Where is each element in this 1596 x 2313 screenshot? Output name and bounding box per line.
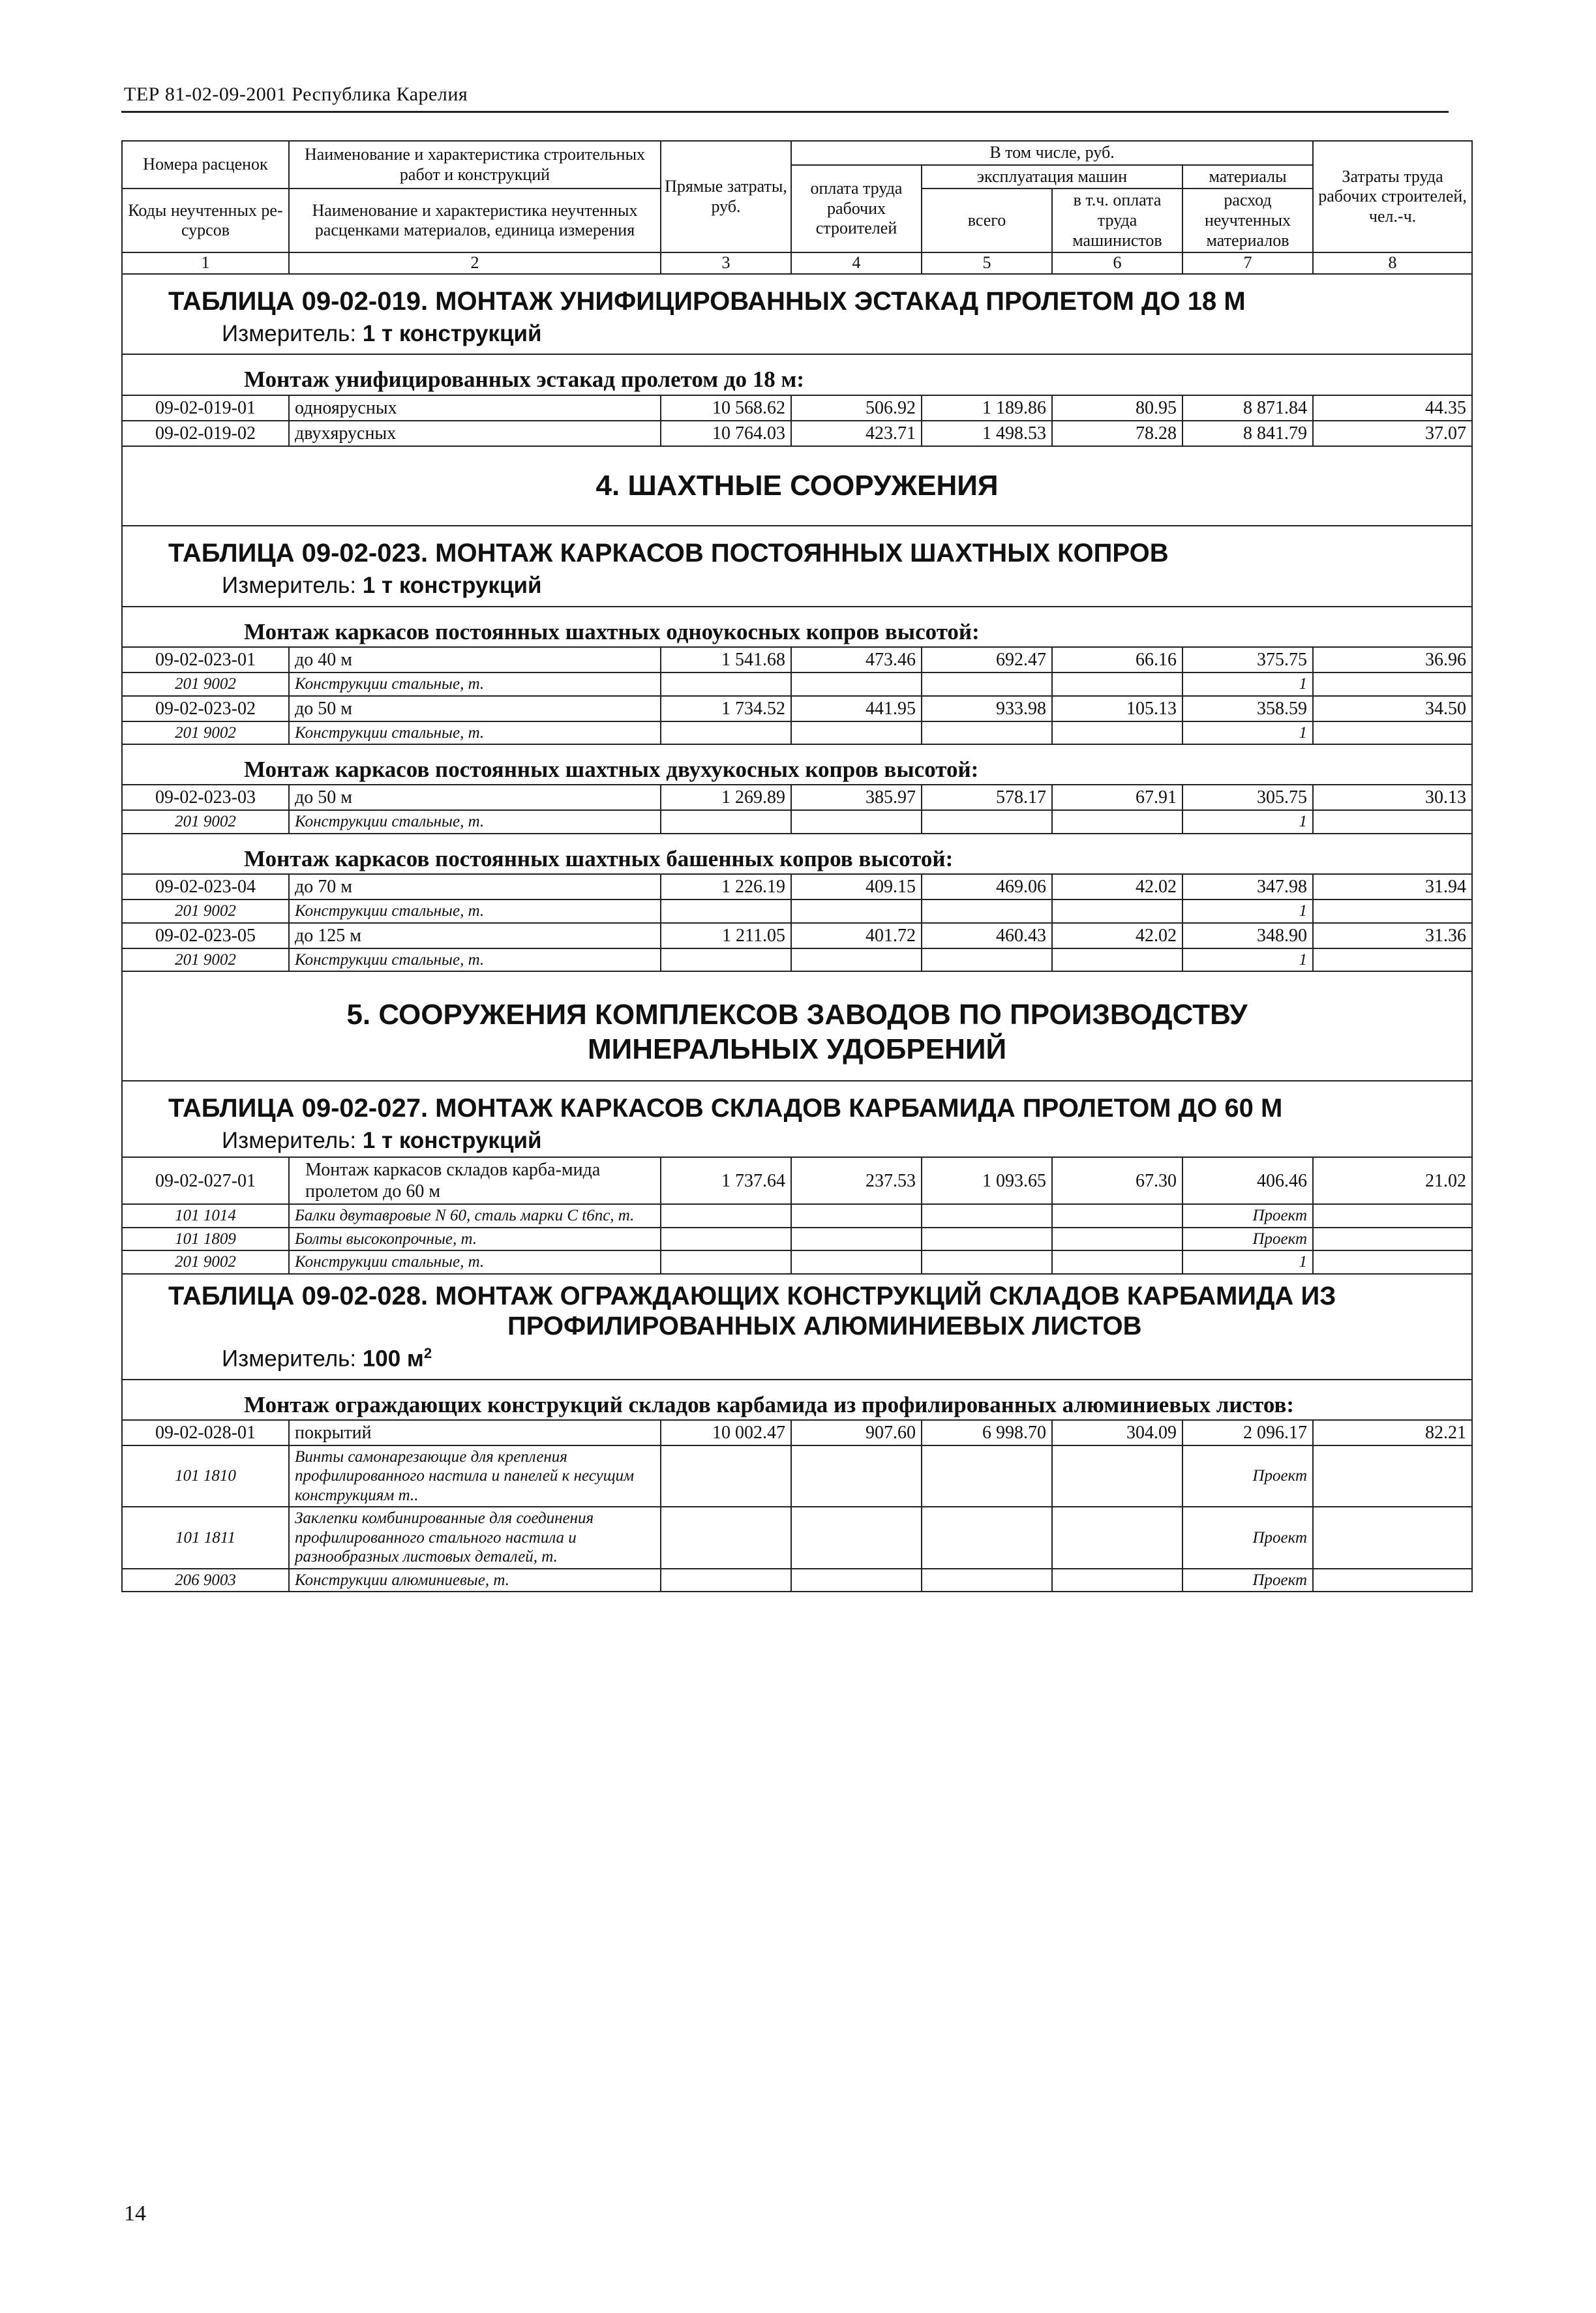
resource-code: 201 9002	[122, 810, 289, 834]
measure-value: 1 т конструкций	[362, 1127, 542, 1153]
direct-cost: 10 764.03	[661, 421, 791, 446]
col-number: 4	[791, 252, 922, 274]
table-row	[122, 647, 1472, 673]
col-labor-cost: Затраты труда рабочих строителей, чел.-ч.	[1313, 141, 1472, 252]
resource-row	[122, 1507, 1472, 1569]
table-row	[122, 696, 1472, 721]
col-materials: материалы	[1182, 165, 1313, 189]
resource-code: 201 9002	[122, 900, 289, 923]
resource-row	[122, 673, 1472, 696]
group-row	[122, 354, 1472, 395]
machines-pay: 42.02	[1052, 874, 1182, 900]
resource-name: Конструкции стальные, т.	[289, 900, 661, 923]
column-numbers-row	[122, 252, 1472, 274]
resource-row	[122, 1569, 1472, 1592]
labor-hours: 44.35	[1313, 395, 1472, 421]
table-title: ТАБЛИЦА 09-02-023. МОНТАЖ КАРКАСОВ ПОСТОЯННЫХ ШАХТНЫХ КОПРОВ	[122, 526, 1472, 571]
col-number: 6	[1052, 252, 1182, 274]
labor-hours: 31.94	[1313, 874, 1472, 900]
resource-row	[122, 1250, 1472, 1274]
measure-value: 1 т конструкций	[362, 321, 542, 347]
machines-total: 469.06	[922, 874, 1052, 900]
work-name: покрытий	[289, 1420, 661, 1445]
col-name-top: Наименование и характеристика строительных работ и конструкций	[289, 141, 661, 189]
group-title: Монтаж унифицированных эстакад пролетом до 18 м:	[122, 354, 1472, 395]
labor-pay: 237.53	[791, 1157, 922, 1204]
resource-code: 201 9002	[122, 673, 289, 696]
table-title-027	[122, 1081, 1472, 1126]
col-machines-total: всего	[922, 189, 1052, 252]
work-name: до 50 м	[289, 785, 661, 810]
group-title: Монтаж ограждающих конструкций складов карбамида из профилированных алюминиевых листов:	[122, 1380, 1472, 1420]
rate-code: 09-02-023-05	[122, 923, 289, 948]
machines-total: 460.43	[922, 923, 1052, 948]
table-row	[122, 1157, 1472, 1204]
materials: 358.59	[1182, 696, 1313, 721]
resource-name: Винты самонарезающие для крепления профилированного настила и панелей к несущим конструкциям т..	[289, 1445, 661, 1507]
labor-hours: 36.96	[1313, 647, 1472, 673]
table-row	[122, 421, 1472, 446]
resource-name: Конструкции стальные, т.	[289, 673, 661, 696]
direct-cost: 10 002.47	[661, 1420, 791, 1445]
machines-total: 692.47	[922, 647, 1052, 673]
resource-value: 1	[1182, 673, 1313, 696]
table-row	[122, 785, 1472, 810]
work-name: до 50 м	[289, 696, 661, 721]
chapter-title-line: 5. СООРУЖЕНИЯ КОМПЛЕКСОВ ЗАВОДОВ ПО ПРОИЗВОДСТВУ	[346, 999, 1248, 1031]
col-number: 2	[289, 252, 661, 274]
col-code-top: Номера расценок	[122, 141, 289, 189]
col-number: 5	[922, 252, 1052, 274]
rate-code: 09-02-023-02	[122, 696, 289, 721]
table-title-028	[122, 1274, 1472, 1344]
resource-row	[122, 721, 1472, 745]
table-row	[122, 874, 1472, 900]
resource-row	[122, 1204, 1472, 1228]
work-name: до 70 м	[289, 874, 661, 900]
rate-code: 09-02-023-01	[122, 647, 289, 673]
col-labor-pay: оплата труда рабочих строителей	[791, 165, 922, 253]
resource-name: Конструкции стальные, т.	[289, 810, 661, 834]
materials: 348.90	[1182, 923, 1313, 948]
resource-row	[122, 1445, 1472, 1507]
group-row	[122, 1380, 1472, 1420]
materials: 406.46	[1182, 1157, 1313, 1204]
direct-cost: 1 541.68	[661, 647, 791, 673]
machines-pay: 42.02	[1052, 923, 1182, 948]
direct-cost: 10 568.62	[661, 395, 791, 421]
table-title-023	[122, 526, 1472, 571]
table-title-line: ТАБЛИЦА 09-02-028. МОНТАЖ ОГРАЖДАЮЩИХ КОНСТРУКЦИЙ СКЛАДОВ КАРБАМИДА ИЗ	[168, 1281, 1336, 1310]
resource-code: 101 1810	[122, 1445, 289, 1507]
table-title: ТАБЛИЦА 09-02-019. МОНТАЖ УНИФИЦИРОВАННЫХ ЭСТАКАД ПРОЛЕТОМ ДО 18 М	[122, 274, 1472, 319]
materials: 8 871.84	[1182, 395, 1313, 421]
document-header: ТЕР 81-02-09-2001 Республика Карелия	[124, 83, 468, 105]
direct-cost: 1 734.52	[661, 696, 791, 721]
labor-hours: 30.13	[1313, 785, 1472, 810]
labor-pay: 401.72	[791, 923, 922, 948]
resource-value: Проект	[1182, 1204, 1313, 1228]
machines-total: 1 189.86	[922, 395, 1052, 421]
measure-label: Измеритель:	[222, 321, 357, 347]
table-title-line: ПРОФИЛИРОВАННЫХ АЛЮМИНИЕВЫХ ЛИСТОВ	[507, 1311, 1142, 1340]
labor-hours: 82.21	[1313, 1420, 1472, 1445]
labor-pay: 423.71	[791, 421, 922, 446]
col-number: 7	[1182, 252, 1313, 274]
chapter-title: 4. ШАХТНЫЕ СООРУЖЕНИЯ	[122, 446, 1472, 526]
work-name: Монтаж каркасов складов карба-мида пролетом до 60 м	[289, 1157, 661, 1204]
labor-hours: 37.07	[1313, 421, 1472, 446]
rate-code: 09-02-019-02	[122, 421, 289, 446]
machines-pay: 304.09	[1052, 1420, 1182, 1445]
resource-row	[122, 810, 1472, 834]
machines-total: 1 498.53	[922, 421, 1052, 446]
resource-name: Балки двутавровые N 60, сталь марки С t6nc, т.	[289, 1204, 661, 1228]
materials: 305.75	[1182, 785, 1313, 810]
labor-pay: 385.97	[791, 785, 922, 810]
resource-code: 201 9002	[122, 1250, 289, 1274]
direct-cost: 1 226.19	[661, 874, 791, 900]
resource-value: 1	[1182, 948, 1313, 972]
direct-cost: 1 737.64	[661, 1157, 791, 1204]
labor-hours: 21.02	[1313, 1157, 1472, 1204]
machines-pay: 67.91	[1052, 785, 1182, 810]
chapter-row	[122, 971, 1472, 1081]
resource-row	[122, 948, 1472, 972]
col-code-bottom: Коды неучтенных ре-сурсов	[122, 189, 289, 252]
rate-code: 09-02-028-01	[122, 1420, 289, 1445]
resource-value: Проект	[1182, 1507, 1313, 1569]
rate-code: 09-02-023-04	[122, 874, 289, 900]
table-row	[122, 923, 1472, 948]
labor-pay: 409.15	[791, 874, 922, 900]
measure-label: Измеритель:	[222, 1127, 357, 1153]
direct-cost: 1 211.05	[661, 923, 791, 948]
chapter-title-line: МИНЕРАЛЬНЫХ УДОБРЕНИЙ	[587, 1033, 1007, 1065]
resource-value: Проект	[1182, 1569, 1313, 1592]
machines-pay: 105.13	[1052, 696, 1182, 721]
page-number: 14	[124, 2201, 146, 2226]
materials: 8 841.79	[1182, 421, 1313, 446]
col-name-bottom: Наименование и характеристика неучтенных расценками материалов, единица измерения	[289, 189, 661, 252]
machines-pay: 67.30	[1052, 1157, 1182, 1204]
measure-label: Измеритель:	[222, 1346, 357, 1372]
machines-pay: 80.95	[1052, 395, 1182, 421]
col-machines-pay: в т.ч. оплата труда машинистов	[1052, 189, 1182, 252]
group-title: Монтаж каркасов постоянных шахтных двухукосных копров высотой:	[122, 744, 1472, 785]
machines-pay: 66.16	[1052, 647, 1182, 673]
materials: 2 096.17	[1182, 1420, 1313, 1445]
measure-value: 1 т конструкций	[362, 573, 542, 599]
labor-pay: 473.46	[791, 647, 922, 673]
labor-hours: 34.50	[1313, 696, 1472, 721]
col-number: 3	[661, 252, 791, 274]
col-number: 8	[1313, 252, 1472, 274]
resource-row	[122, 1228, 1472, 1251]
table-row	[122, 395, 1472, 421]
resource-name: Конструкции стальные, т.	[289, 721, 661, 745]
col-direct: Прямые затраты, руб.	[661, 141, 791, 252]
work-name: одноярусных	[289, 395, 661, 421]
col-number: 1	[122, 252, 289, 274]
group-title: Монтаж каркасов постоянных шахтных башенных копров высотой:	[122, 834, 1472, 874]
work-name: до 40 м	[289, 647, 661, 673]
resource-code: 206 9003	[122, 1569, 289, 1592]
machines-total: 1 093.65	[922, 1157, 1052, 1204]
resource-value: 1	[1182, 1250, 1313, 1274]
measure-row	[122, 1126, 1472, 1157]
labor-pay: 441.95	[791, 696, 922, 721]
materials: 347.98	[1182, 874, 1313, 900]
resource-name: Болты высокопрочные, т.	[289, 1228, 661, 1251]
resource-code: 101 1811	[122, 1507, 289, 1569]
measure-row	[122, 571, 1472, 606]
rate-code: 09-02-019-01	[122, 395, 289, 421]
group-title: Монтаж каркасов постоянных шахтных одноукосных копров высотой:	[122, 607, 1472, 647]
resource-code: 201 9002	[122, 721, 289, 745]
resource-name: Конструкции алюминиевые, т.	[289, 1569, 661, 1592]
col-materials-unacc: расход неучтенных материалов	[1182, 189, 1313, 252]
work-name: двухярусных	[289, 421, 661, 446]
measure-row	[122, 1344, 1472, 1380]
resource-code: 101 1014	[122, 1204, 289, 1228]
measure-exponent: 2	[423, 1344, 432, 1361]
resource-value: 1	[1182, 810, 1313, 834]
measure-label: Измеритель:	[222, 573, 357, 599]
group-row	[122, 744, 1472, 785]
measure-value: 100 м	[362, 1346, 424, 1372]
labor-pay: 907.60	[791, 1420, 922, 1445]
group-row	[122, 834, 1472, 874]
col-incl: В том числе, руб.	[791, 141, 1313, 165]
rate-code: 09-02-023-03	[122, 785, 289, 810]
materials: 375.75	[1182, 647, 1313, 673]
resource-value: 1	[1182, 721, 1313, 745]
machines-pay: 78.28	[1052, 421, 1182, 446]
direct-cost: 1 269.89	[661, 785, 791, 810]
rate-code: 09-02-027-01	[122, 1157, 289, 1204]
chapter-row	[122, 446, 1472, 526]
machines-total: 6 998.70	[922, 1420, 1052, 1445]
resource-name: Конструкции стальные, т.	[289, 948, 661, 972]
table-title: ТАБЛИЦА 09-02-027. МОНТАЖ КАРКАСОВ СКЛАДОВ КАРБАМИДА ПРОЛЕТОМ ДО 60 М	[122, 1081, 1472, 1126]
resource-value: Проект	[1182, 1228, 1313, 1251]
resource-name: Конструкции стальные, т.	[289, 1250, 661, 1274]
labor-hours: 31.36	[1313, 923, 1472, 948]
machines-total: 578.17	[922, 785, 1052, 810]
table-row	[122, 1420, 1472, 1445]
resource-name: Заклепки комбинированные для соединения профилированного стального настила и разнообразных листовых деталей, т.	[289, 1507, 661, 1569]
resource-code: 201 9002	[122, 948, 289, 972]
machines-total: 933.98	[922, 696, 1052, 721]
labor-pay: 506.92	[791, 395, 922, 421]
resource-code: 101 1809	[122, 1228, 289, 1251]
table-header-row-1	[122, 141, 1472, 165]
measure-row	[122, 319, 1472, 354]
resource-value: Проект	[1182, 1445, 1313, 1507]
price-table	[121, 140, 1473, 1592]
table-title-019	[122, 274, 1472, 319]
resource-value: 1	[1182, 900, 1313, 923]
header-rule	[121, 111, 1449, 113]
resource-row	[122, 900, 1472, 923]
work-name: до 125 м	[289, 923, 661, 948]
group-row	[122, 607, 1472, 647]
col-machines: эксплуатация машин	[922, 165, 1182, 189]
